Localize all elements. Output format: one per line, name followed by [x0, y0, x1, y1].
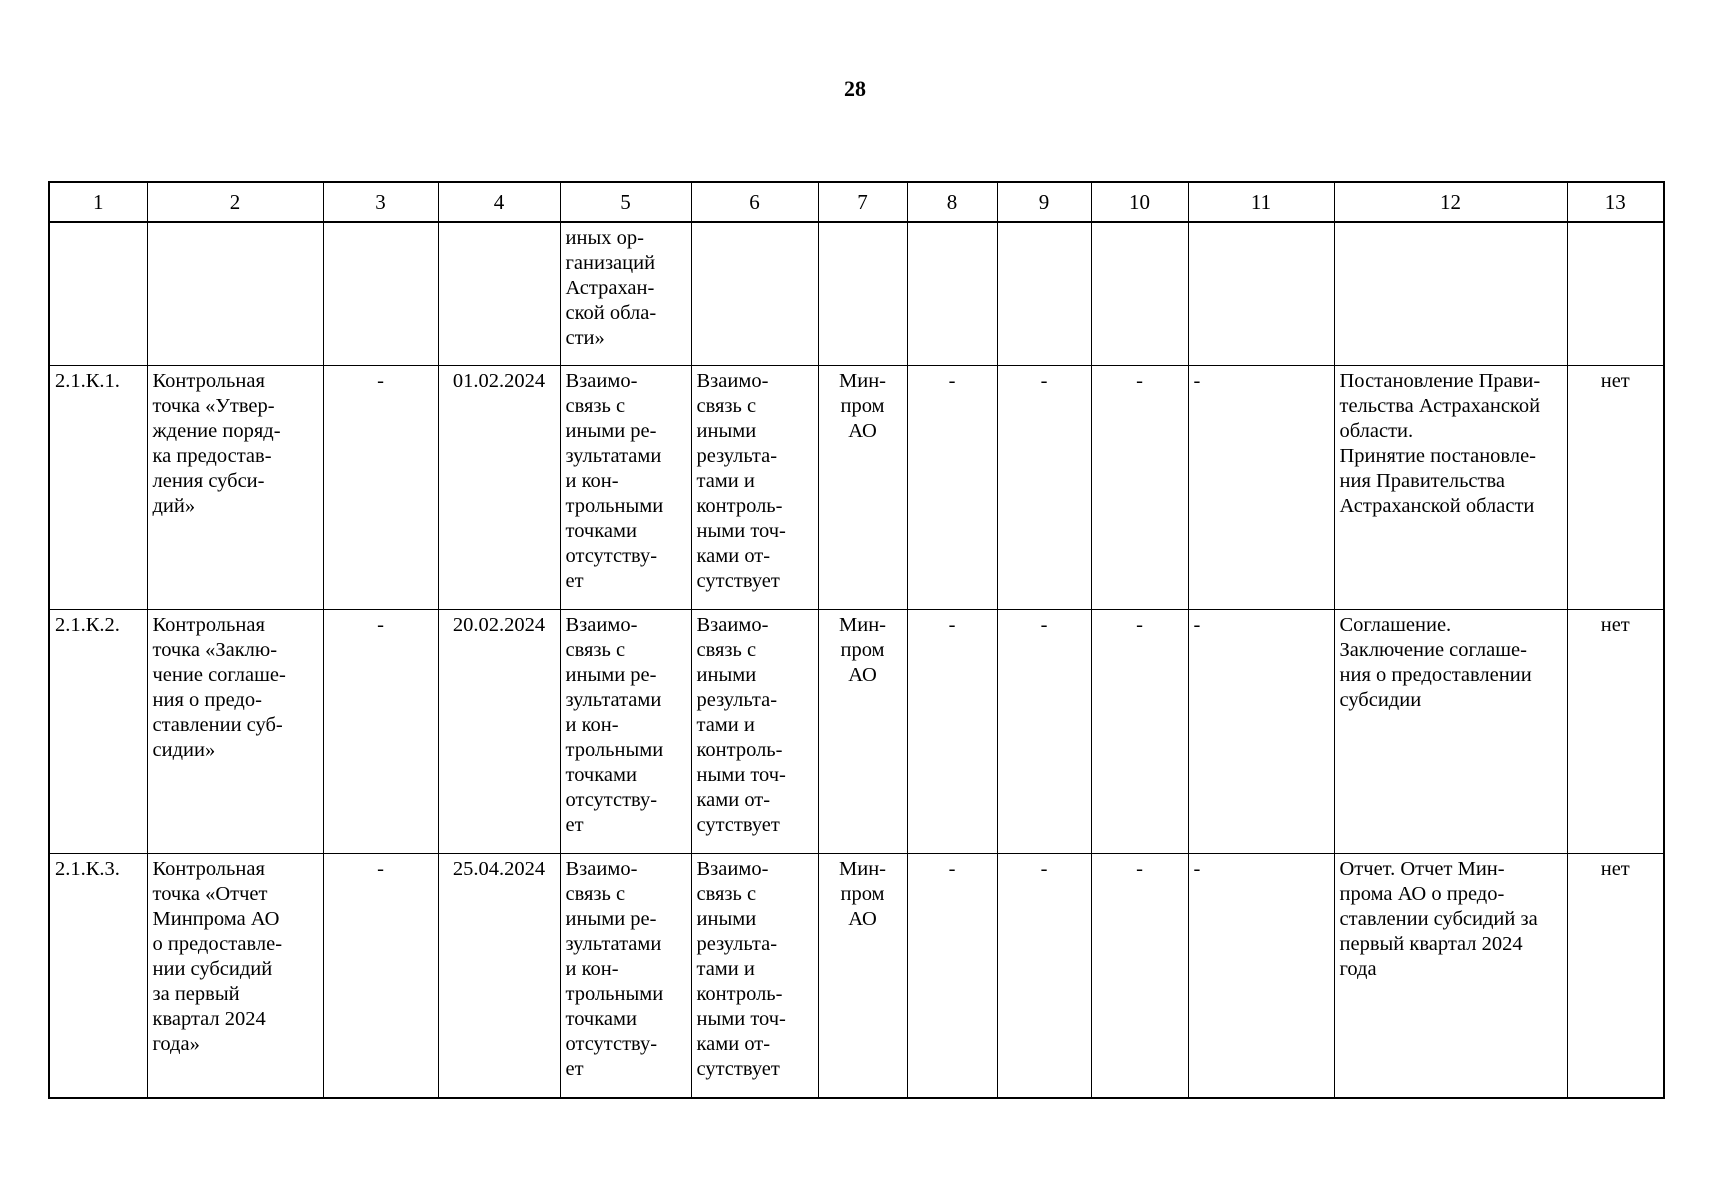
relation-cell: Взаимо- связь с иными ре- зультатами и кон- трольными точками отсутству- ет: [560, 366, 691, 610]
table-cell: [438, 222, 560, 366]
column-header: 5: [560, 182, 691, 222]
row-number: 2.1.К.2.: [49, 610, 147, 854]
column-header: 6: [691, 182, 818, 222]
page-number: 28: [844, 76, 866, 101]
relation-cell: Взаимо- связь с иными результа- тами и контроль- ными точ- ками от- сутствует: [691, 854, 818, 1099]
table-cell: [1091, 222, 1188, 366]
date-cell: 01.02.2024: [438, 366, 560, 610]
status-cell: нет: [1567, 854, 1664, 1099]
dash-cell: -: [997, 366, 1091, 610]
table-cell: [1567, 222, 1664, 366]
column-header: 11: [1188, 182, 1334, 222]
status-cell: нет: [1567, 610, 1664, 854]
dash-cell: -: [1188, 610, 1334, 854]
table-cell: [997, 222, 1091, 366]
dash-cell: -: [907, 854, 997, 1099]
table-cell: [147, 222, 323, 366]
dash-cell: -: [1091, 366, 1188, 610]
dash-cell: -: [1188, 854, 1334, 1099]
responsible-cell: Мин- пром АО: [818, 610, 907, 854]
responsible-cell: Мин- пром АО: [818, 854, 907, 1099]
column-header: 3: [323, 182, 438, 222]
date-cell: 25.04.2024: [438, 854, 560, 1099]
relation-cell: Взаимо- связь с иными ре- зультатами и кон- трольными точками отсутству- ет: [560, 854, 691, 1099]
document-cell: Постановление Прави- тельства Астраханской области. Принятие постановле- ния Правительства Астраханской области: [1334, 366, 1567, 610]
control-point-name: Контрольная точка «Заклю- чение соглаше- ния о предо- ставлении суб- сидии»: [147, 610, 323, 854]
column-header: 8: [907, 182, 997, 222]
table-cell: [1188, 222, 1334, 366]
column-header: 9: [997, 182, 1091, 222]
column-header: 4: [438, 182, 560, 222]
relation-cell: иных ор- ганизаций Астрахан- ской обла- сти»: [560, 222, 691, 366]
table-row: [49, 854, 1664, 1099]
table-cell: [691, 222, 818, 366]
continuation-row: [49, 222, 1664, 366]
table-cell: [49, 222, 147, 366]
column-header: 1: [49, 182, 147, 222]
status-cell: нет: [1567, 366, 1664, 610]
document-cell: Соглашение. Заключение соглаше- ния о предоставлении субсидии: [1334, 610, 1567, 854]
relation-cell: Взаимо- связь с иными результа- тами и контроль- ными точ- ками от- сутствует: [691, 366, 818, 610]
dash-cell: -: [323, 854, 438, 1099]
dash-cell: -: [1091, 854, 1188, 1099]
table-cell: [818, 222, 907, 366]
table-row: [49, 610, 1664, 854]
relation-cell: Взаимо- связь с иными ре- зультатами и кон- трольными точками отсутству- ет: [560, 610, 691, 854]
date-cell: 20.02.2024: [438, 610, 560, 854]
control-points-table: [48, 181, 1665, 1099]
column-header: 13: [1567, 182, 1664, 222]
dash-cell: -: [907, 366, 997, 610]
control-point-name: Контрольная точка «Отчет Минпрома АО о предоставле- нии субсидий за первый квартал 2024 года»: [147, 854, 323, 1099]
table-cell: [1334, 222, 1567, 366]
document-cell: Отчет. Отчет Мин- прома АО о предо- ставлении субсидий за первый квартал 2024 года: [1334, 854, 1567, 1099]
table-cell: [907, 222, 997, 366]
dash-cell: -: [1091, 610, 1188, 854]
column-header: 2: [147, 182, 323, 222]
relation-cell: Взаимо- связь с иными результа- тами и контроль- ными точ- ками от- сутствует: [691, 610, 818, 854]
column-header: 12: [1334, 182, 1567, 222]
dash-cell: -: [323, 366, 438, 610]
header-row: [49, 182, 1664, 222]
row-number: 2.1.К.1.: [49, 366, 147, 610]
row-number: 2.1.К.3.: [49, 854, 147, 1099]
dash-cell: -: [1188, 366, 1334, 610]
dash-cell: -: [907, 610, 997, 854]
dash-cell: -: [323, 610, 438, 854]
dash-cell: -: [997, 854, 1091, 1099]
column-header: 10: [1091, 182, 1188, 222]
control-point-name: Контрольная точка «Утвер- ждение поряд- ка предостав- ления субси- дий»: [147, 366, 323, 610]
dash-cell: -: [997, 610, 1091, 854]
table-cell: [323, 222, 438, 366]
column-header: 7: [818, 182, 907, 222]
table-row: [49, 366, 1664, 610]
responsible-cell: Мин- пром АО: [818, 366, 907, 610]
